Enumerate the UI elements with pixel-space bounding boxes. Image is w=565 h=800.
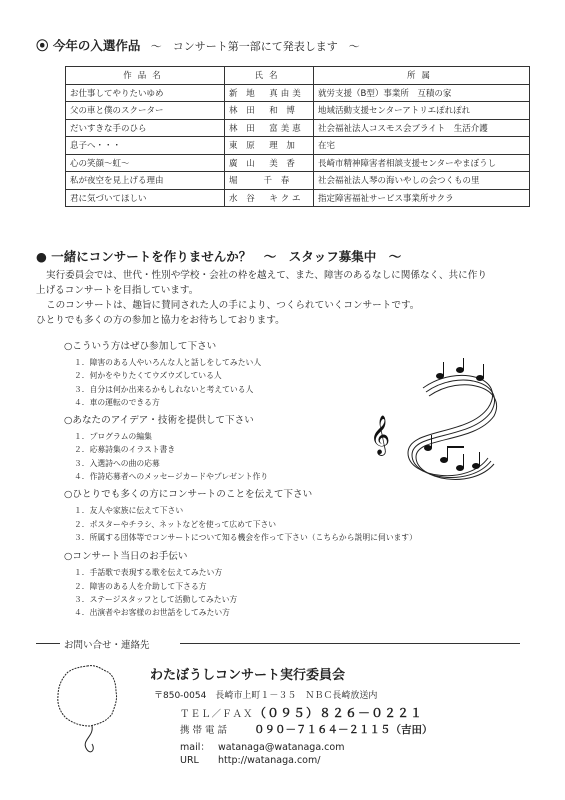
group-event-day (64, 548, 504, 619)
table-row (66, 172, 530, 190)
table-row (66, 189, 530, 207)
divider-left (36, 643, 60, 644)
affiliation: 長崎市精神障害者相談支援センターやまぼうし (314, 154, 530, 172)
mobile-value: ０９０－７１６４－２１１５（吉田） (254, 724, 433, 736)
mobile-row (180, 722, 433, 737)
author-name: 新 地 真由美 (225, 84, 314, 102)
author-name: 林 田 和 博 (225, 102, 314, 120)
target-bullet-icon: ⦿ (36, 38, 49, 53)
treble-clef-icon: 𝄞 (370, 415, 391, 455)
music-note-icon (424, 358, 484, 471)
url-value[interactable]: http://watanaga.com/ (218, 755, 321, 766)
intro-line: ひとりでも多くの方の参加と協力をお待ちしております。 (36, 315, 285, 326)
group-heading: ○あなたのアイデア・技術を提供して下さい (64, 415, 254, 427)
work-title: お仕事してやりたいゆめ (66, 84, 225, 102)
work-title: 父の車と僕のスクーター (66, 102, 225, 120)
list-item: ２．何かをやりたくてウズウズしている人 (74, 371, 222, 381)
header-affiliation: 所属 (314, 67, 530, 85)
tel-label: ＴＥＬ／ＦＡＸ (180, 709, 254, 720)
intro-line: 実行委員会では、世代・性別や学校・会社の枠を越えて、また、障害のあるなしに関係なく、共に作り (46, 270, 487, 281)
organization-name: わたぼうしコンサート実行委員会 (150, 668, 346, 683)
work-title: だいすきな手のひら (66, 119, 225, 137)
mobile-label: 携 帯 電 話 (180, 725, 228, 736)
contact-label: お問い合せ・連絡先 (64, 640, 150, 651)
table-row (66, 154, 530, 172)
bullet-icon: ● (36, 249, 47, 264)
section2-title: 一緒にコンサートを作りませんか？ ～ スタッフ募集中 ～ (51, 249, 402, 264)
table-row (66, 84, 530, 102)
work-title: 息子へ・・・ (66, 137, 225, 155)
section2-heading (36, 247, 401, 265)
list-item: ３．所属する団体等でコンサートについて知る機会を作って下さい（こちらから説明に伺います） (74, 532, 417, 542)
work-title: 私が夜空を見上げる理由 (66, 172, 225, 190)
author-name: 水 谷 キクエ (225, 189, 314, 207)
affiliation: 社会福祉法人琴の海いやしの会つくもの里 (314, 172, 530, 190)
table-row (66, 119, 530, 137)
list-item: １．手話歌で表現する歌を伝えてみたい方 (74, 568, 223, 578)
list-item: １．障害のある人やいろんな人と話しをしてみたい人 (74, 358, 262, 367)
list-item: ４．作詩応募者へのメッセージカードやプレゼント作り (74, 472, 269, 482)
watabou-logo (52, 660, 122, 765)
list-item: ２．ポスターやチラシ、ネットなどを使って広めて下さい (74, 519, 277, 529)
intro-line: このコンサートは、趣旨に賛同された人の手により、つくられていくコンサートです。 (46, 300, 420, 311)
table-row (66, 102, 530, 120)
work-title: 君に気づいてほしい (66, 189, 225, 207)
divider-right (180, 643, 520, 644)
author-name: 東 原 理 加 (225, 137, 314, 155)
selected-works-table (65, 66, 530, 207)
author-name: 林 田 富美恵 (225, 119, 314, 137)
author-name: 廣 山 美 香 (225, 154, 314, 172)
group-heading: ○コンサート当日のお手伝い (64, 551, 188, 563)
header-name: 氏名 (225, 67, 314, 85)
intro-paragraph (36, 268, 536, 328)
section1-title: 今年の入選作品 (52, 38, 141, 53)
list-item: ２．応募詩集のイラスト書き (74, 445, 176, 455)
address: 〒850-0054 長崎市上町１－３５ ＮＢＣ長崎放送内 (154, 691, 378, 701)
section1-heading (36, 36, 360, 54)
url-label: URL (180, 755, 199, 766)
mail-label: mail： (180, 742, 210, 753)
list-item: ４．車の運転のできる方 (74, 397, 160, 407)
mail-row (180, 739, 344, 753)
list-item: ３．自分は何か出来るかもしれないと考えている人 (74, 384, 254, 394)
work-title: 心の笑顔～虹～ (66, 154, 225, 172)
affiliation: 在宅 (314, 137, 530, 155)
table-row (66, 137, 530, 155)
affiliation: 就労支援（B型）事業所 互積の家 (314, 84, 530, 102)
section1-subtitle: ～ コンサート第一部にて発表します ～ (150, 40, 360, 53)
list-item: ４．出演者やお客様のお世話をしてみたい方 (74, 608, 230, 618)
list-item: １．友人や家族に伝えて下さい (74, 506, 184, 516)
tel-row (180, 704, 423, 721)
list-item: ３．ステージスタッフとして活動してみたい方 (74, 594, 238, 604)
list-item: ３．入選詩への曲の応募 (74, 458, 160, 468)
list-item: １．プログラムの編集 (74, 432, 152, 442)
intro-line: 上げるコンサートを目指しています。 (36, 285, 199, 296)
affiliation: 地域活動支援センターアトリエぽれぽれ (314, 102, 530, 120)
tel-value: （０９５）８２６－０２２１ (254, 706, 424, 720)
music-notes-illustration (368, 358, 518, 493)
url-row (180, 755, 320, 766)
group-heading: ○こういう方はぜひ参加して下さい (64, 341, 217, 352)
affiliation: 指定障害福祉サービス事業所サクラ (314, 189, 530, 207)
mail-value[interactable]: watanaga@watanaga.com (218, 742, 345, 753)
list-item: ２．障害のある人を介助して下さる方 (74, 581, 207, 591)
group-spread-word (64, 486, 504, 544)
group-heading: ○ひとりでも多くの方にコンサートのことを伝えて下さい (64, 489, 313, 501)
affiliation: 社会福祉法人コスモス会ブライト 生活介護 (314, 119, 530, 137)
author-name: 堀 千 春 (225, 172, 314, 190)
header-title: 作品名 (66, 67, 225, 85)
table-header-row (66, 67, 530, 85)
